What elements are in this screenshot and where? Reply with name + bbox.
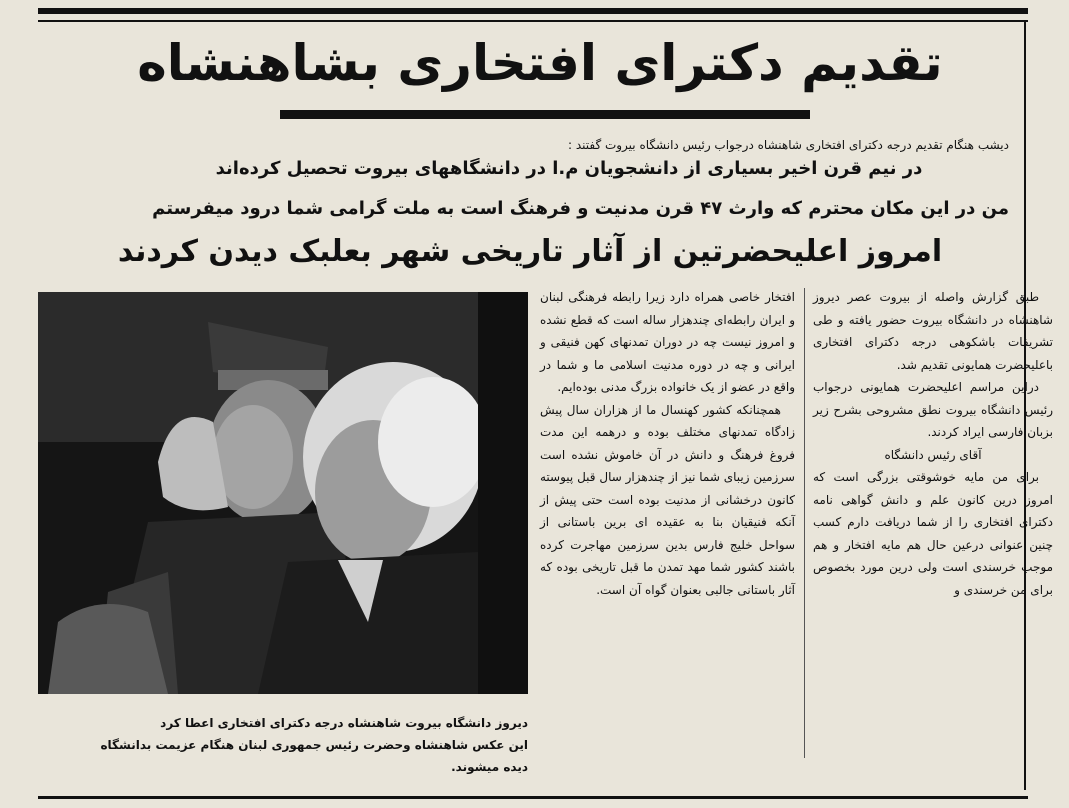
article-column-left [540,286,795,756]
column-divider [804,288,805,758]
speech-salutation: آقای رئیس دانشگاه [884,447,982,462]
article-column-right [813,286,1053,756]
caption-line-2: این عکس شاهنشاه وحضرت رئیس جمهوری لبنان هنگام عزیمت بدانشگاه [100,738,528,752]
photo-caption [38,712,528,778]
paragraph: برای من مایه خوشوقتی بزرگی است که امروز درین کانون علم و دانش گواهی نامه دکترای افتخاری را از شما دریافت دارم کسب چنین عنوانی درعین حال هم مایه افتخار و هم موجب خرسندی است ولی درین مورد بخصوص برای من خرسندی و [813,470,1053,597]
subheadline-intro: دیشب هنگام تقدیم درجه دکترای افتخاری شاهنشاه درجواب رئیس دانشگاه بیروت گفتند : [567,138,1009,152]
paragraph: افتخار خاصی همراه دارد زیرا رابطه فرهنگی لبنان و ایران رابطه‌ای چندهزار ساله است که قطع نشده و امروز نیست چه در دوران تمدنهای کهن فنیقی و ایرانی و چه در دوره مدنیت اسلامی ما و شما در واقع در عضو از یک خانواده بزرگ مدنی بوده‌ایم. [540,290,795,394]
bottom-rule [38,796,1028,799]
subheadline-quote-2: من در این مکان محترم که وارث ۴۷ قرن مدنیت و فرهنگ است به ملت گرامی شما درود میفرستم [152,198,1009,219]
headline-underline [280,110,810,119]
news-photo [38,292,528,694]
photo-illustration [38,292,528,694]
caption-line-3: دیده میشوند. [451,760,528,774]
top-rule-thick [38,8,1028,14]
paragraph: همچنانکه کشور کهنسال ما از هزاران سال پیش زادگاه تمدنهای مختلف بوده و درهمه این مدت فروغ فرهنگ و دانش در آن خاموش نشده است سرزمین زیبای شما نیز از چندهزار سال قبل پیوسته کانون درخشانی از مدنیت بوده است حتی پیش از آنکه فنیقیان بنا به عقیده ای برین باستانی از سواحل خلیج فارس بدین سرزمین مهاجرت کرده باشند کشور شما مهد تمدن ما قبل تاریخی بوده که آثار باستانی جالبی بعنوان گواه آن است. [540,402,795,597]
caption-line-1: دیروز دانشگاه بیروت شاهنشاه درجه دکترای افتخاری اعطا کرد [160,716,528,730]
top-rule-thin [38,20,1028,22]
subheadline-quote-1: در نیم قرن اخیر بسیاری از دانشجویان م.ا در دانشگاههای بیروت تحصیل کرده‌اند [215,158,923,179]
headline: تقدیم دکترای افتخاری بشاهنشاه [137,34,943,92]
secondary-headline: امروز اعلیحضرتین از آثار تاریخی شهر بعلبک دیدن کردند [117,234,943,269]
paragraph: طبق گزارش واصله از بیروت عصر دیروز شاهنشاه در دانشگاه بیروت حضور یافته و طی تشریفات باشکوهی درجه دکترای افتخاری باعلیحضرت همایونی تقدیم شد. [813,290,1053,372]
paragraph: دراین مراسم اعلیحضرت همایونی درجواب رئیس دانشگاه بیروت نطق مشروحی بشرح زیر بزبان فارسی ایراد کردند. [813,380,1053,439]
